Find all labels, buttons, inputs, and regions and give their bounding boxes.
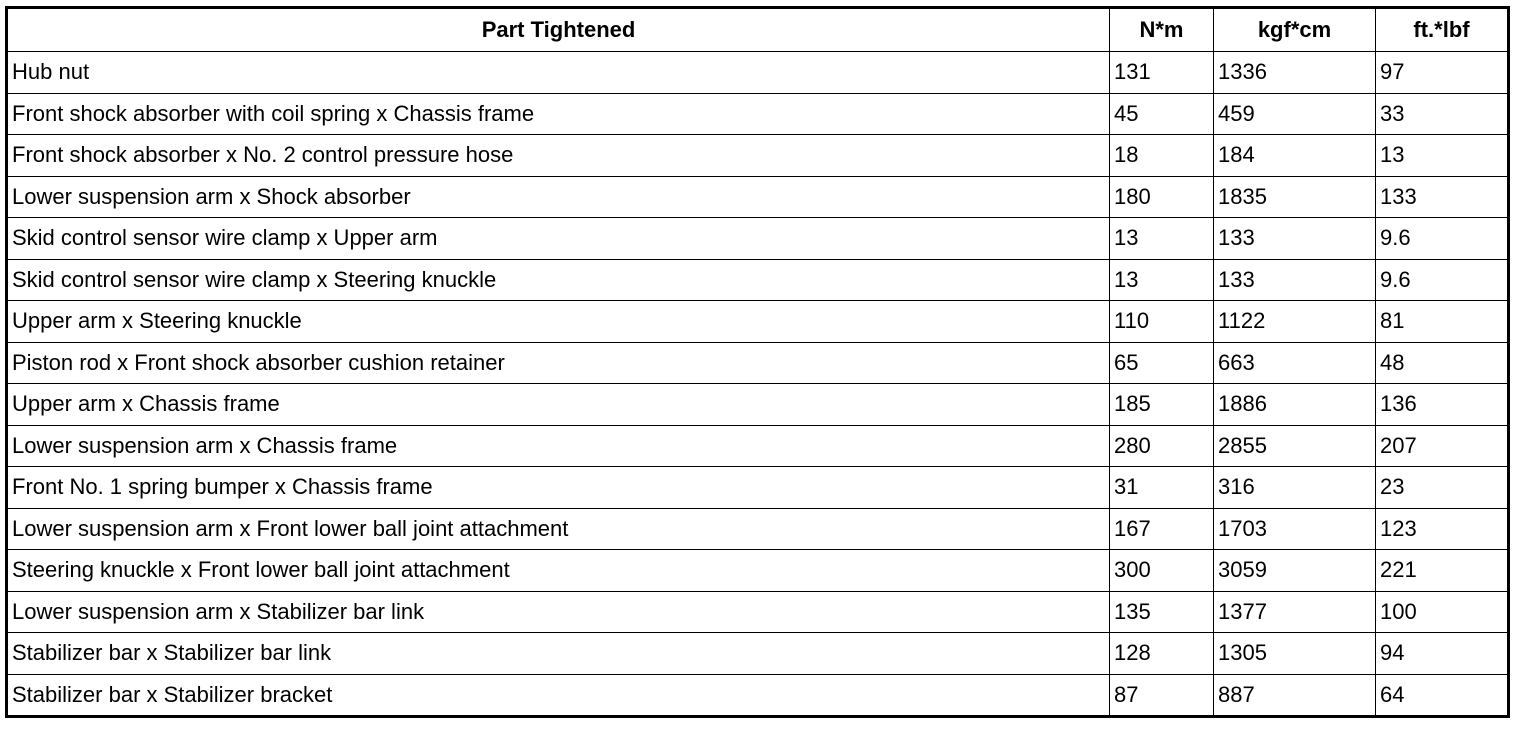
cell-ftlbf: 97 [1376,52,1509,94]
torque-table-container [5,6,1510,718]
cell-ftlbf: 81 [1376,301,1509,343]
cell-kgfcm: 1886 [1214,384,1376,426]
cell-kgfcm: 316 [1214,467,1376,509]
table-row [7,135,1509,177]
cell-part-tightened: Upper arm x Steering knuckle [7,301,1110,343]
cell-nm: 87 [1110,674,1214,717]
cell-part-tightened: Steering knuckle x Front lower ball joint attachment [7,550,1110,592]
cell-ftlbf: 9.6 [1376,259,1509,301]
cell-kgfcm: 1377 [1214,591,1376,633]
table-row [7,52,1509,94]
cell-kgfcm: 663 [1214,342,1376,384]
cell-kgfcm: 459 [1214,93,1376,135]
cell-ftlbf: 64 [1376,674,1509,717]
cell-part-tightened: Skid control sensor wire clamp x Steering knuckle [7,259,1110,301]
cell-part-tightened: Lower suspension arm x Shock absorber [7,176,1110,218]
cell-kgfcm: 2855 [1214,425,1376,467]
cell-kgfcm: 3059 [1214,550,1376,592]
header-kgfcm: kgf*cm [1214,8,1376,52]
cell-nm: 65 [1110,342,1214,384]
table-row [7,301,1509,343]
cell-ftlbf: 136 [1376,384,1509,426]
table-header-row [7,8,1509,52]
table-row [7,633,1509,675]
torque-spec-table [5,6,1510,718]
table-row [7,674,1509,717]
cell-part-tightened: Stabilizer bar x Stabilizer bracket [7,674,1110,717]
header-part-tightened: Part Tightened [7,8,1110,52]
cell-part-tightened: Piston rod x Front shock absorber cushion retainer [7,342,1110,384]
cell-nm: 110 [1110,301,1214,343]
cell-part-tightened: Front shock absorber x No. 2 control pressure hose [7,135,1110,177]
cell-kgfcm: 1122 [1214,301,1376,343]
cell-nm: 135 [1110,591,1214,633]
cell-ftlbf: 9.6 [1376,218,1509,260]
cell-nm: 128 [1110,633,1214,675]
cell-kgfcm: 1703 [1214,508,1376,550]
header-ftlbf: ft.*lbf [1376,8,1509,52]
cell-nm: 45 [1110,93,1214,135]
cell-kgfcm: 133 [1214,259,1376,301]
cell-ftlbf: 94 [1376,633,1509,675]
cell-nm: 18 [1110,135,1214,177]
cell-part-tightened: Hub nut [7,52,1110,94]
table-row [7,93,1509,135]
cell-ftlbf: 207 [1376,425,1509,467]
table-row [7,384,1509,426]
table-row [7,591,1509,633]
cell-ftlbf: 100 [1376,591,1509,633]
cell-ftlbf: 133 [1376,176,1509,218]
cell-kgfcm: 1305 [1214,633,1376,675]
cell-kgfcm: 1835 [1214,176,1376,218]
table-row [7,467,1509,509]
cell-ftlbf: 23 [1376,467,1509,509]
cell-nm: 31 [1110,467,1214,509]
cell-part-tightened: Lower suspension arm x Stabilizer bar link [7,591,1110,633]
cell-kgfcm: 133 [1214,218,1376,260]
cell-ftlbf: 48 [1376,342,1509,384]
cell-nm: 280 [1110,425,1214,467]
cell-nm: 300 [1110,550,1214,592]
cell-part-tightened: Skid control sensor wire clamp x Upper arm [7,218,1110,260]
cell-part-tightened: Front shock absorber with coil spring x Chassis frame [7,93,1110,135]
cell-part-tightened: Upper arm x Chassis frame [7,384,1110,426]
table-row [7,342,1509,384]
cell-part-tightened: Front No. 1 spring bumper x Chassis frame [7,467,1110,509]
cell-nm: 185 [1110,384,1214,426]
cell-nm: 13 [1110,218,1214,260]
cell-ftlbf: 13 [1376,135,1509,177]
table-row [7,259,1509,301]
cell-part-tightened: Lower suspension arm x Front lower ball joint attachment [7,508,1110,550]
cell-kgfcm: 184 [1214,135,1376,177]
cell-ftlbf: 221 [1376,550,1509,592]
cell-nm: 13 [1110,259,1214,301]
cell-nm: 131 [1110,52,1214,94]
cell-kgfcm: 1336 [1214,52,1376,94]
table-row [7,218,1509,260]
cell-ftlbf: 33 [1376,93,1509,135]
table-row [7,550,1509,592]
header-nm: N*m [1110,8,1214,52]
cell-part-tightened: Lower suspension arm x Chassis frame [7,425,1110,467]
table-row [7,425,1509,467]
table-row [7,176,1509,218]
cell-kgfcm: 887 [1214,674,1376,717]
cell-nm: 167 [1110,508,1214,550]
cell-nm: 180 [1110,176,1214,218]
cell-part-tightened: Stabilizer bar x Stabilizer bar link [7,633,1110,675]
table-body [7,52,1509,717]
cell-ftlbf: 123 [1376,508,1509,550]
table-row [7,508,1509,550]
